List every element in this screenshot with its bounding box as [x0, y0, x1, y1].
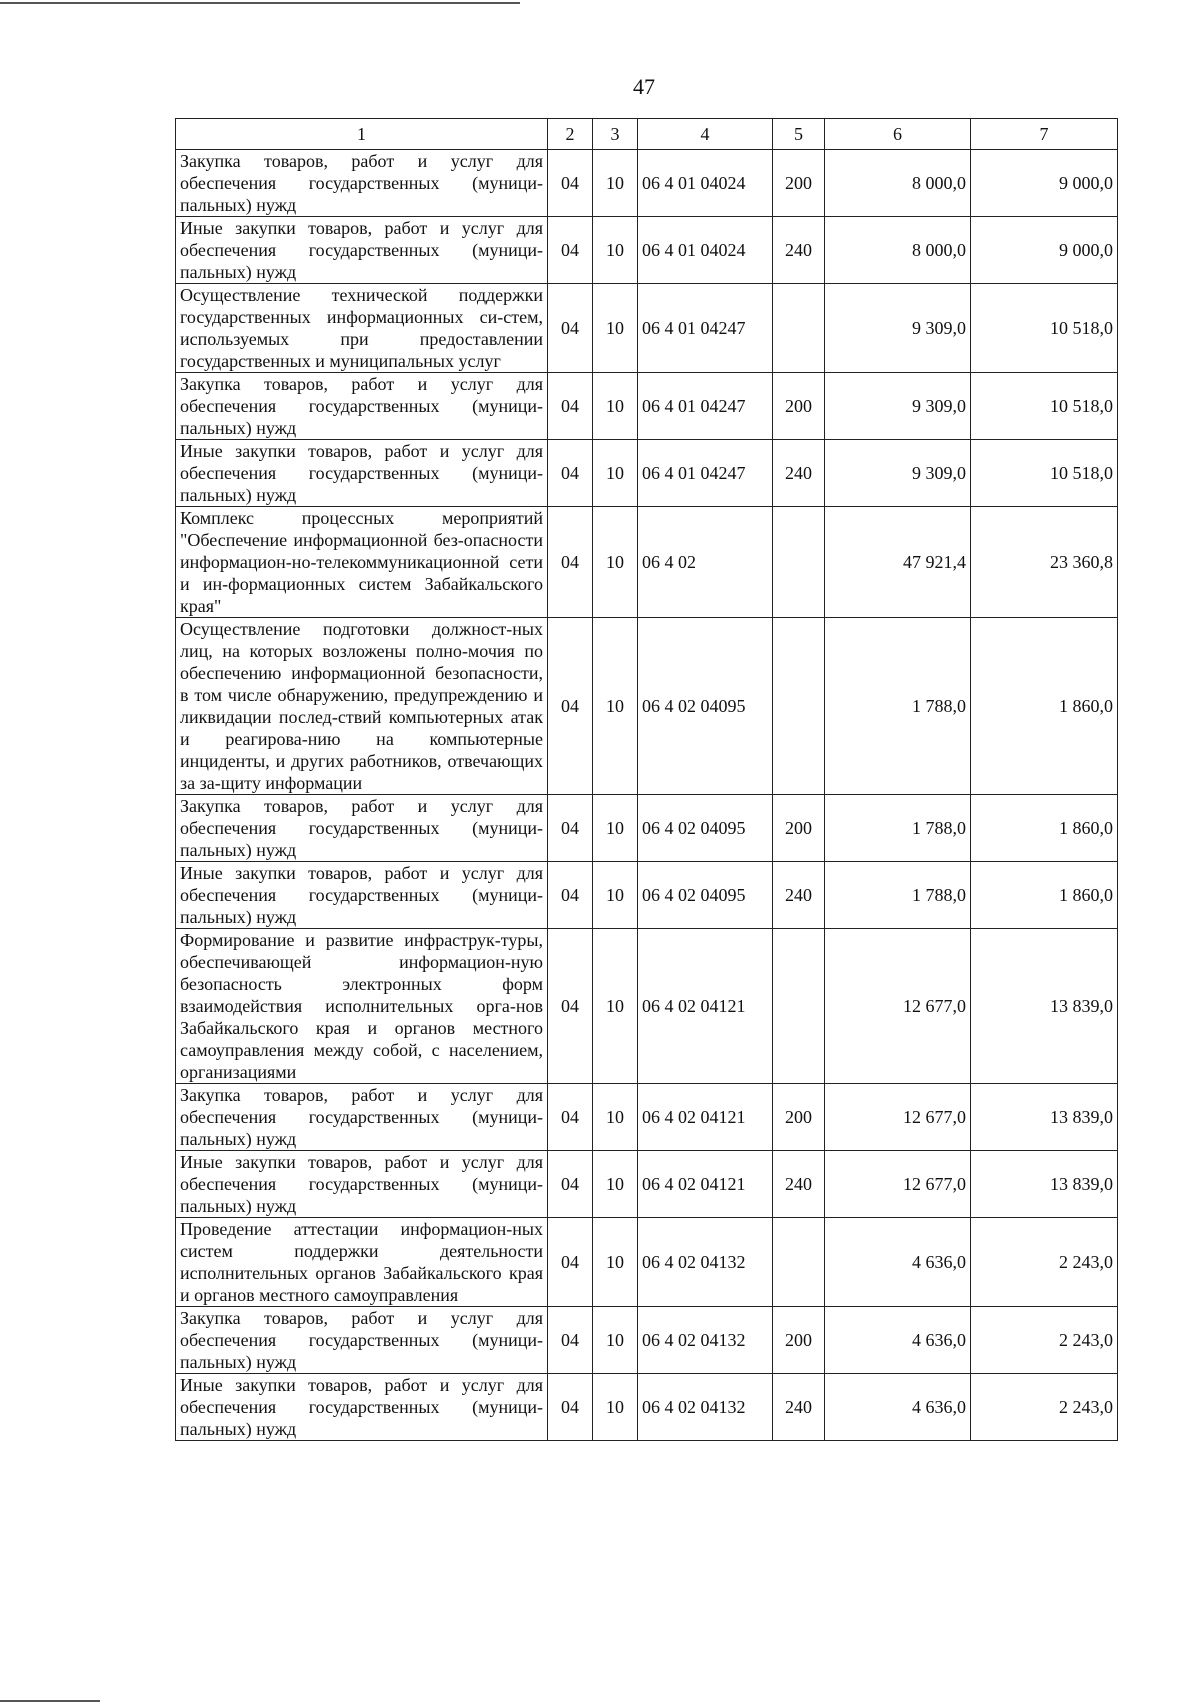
row-amount-year-2: 13 839,0	[971, 1084, 1118, 1151]
table-row	[176, 1151, 1118, 1218]
row-expense-type	[773, 929, 825, 1084]
row-subsection: 10	[593, 373, 638, 440]
row-target-code: 06 4 02 04132	[638, 1307, 773, 1374]
row-amount-year-1: 12 677,0	[825, 1151, 971, 1218]
table-row	[176, 284, 1118, 373]
row-name: Закупка товаров, работ и услуг для обеспечения государственных (муници-пальных) нужд	[176, 373, 548, 440]
row-target-code: 06 4 02 04121	[638, 1151, 773, 1218]
table-row	[176, 507, 1118, 618]
row-expense-type	[773, 1218, 825, 1307]
row-amount-year-1: 4 636,0	[825, 1218, 971, 1307]
table-row	[176, 1374, 1118, 1441]
row-name: Закупка товаров, работ и услуг для обеспечения государственных (муници-пальных) нужд	[176, 1307, 548, 1374]
row-subsection: 10	[593, 1084, 638, 1151]
row-target-code: 06 4 01 04024	[638, 150, 773, 217]
row-expense-type: 200	[773, 150, 825, 217]
row-section: 04	[548, 618, 593, 795]
row-subsection: 10	[593, 217, 638, 284]
row-amount-year-2: 1 860,0	[971, 795, 1118, 862]
row-section: 04	[548, 284, 593, 373]
table-row	[176, 217, 1118, 284]
row-target-code: 06 4 02 04121	[638, 1084, 773, 1151]
row-target-code: 06 4 02 04132	[638, 1374, 773, 1441]
row-amount-year-2: 2 243,0	[971, 1374, 1118, 1441]
row-expense-type: 200	[773, 795, 825, 862]
row-section: 04	[548, 1151, 593, 1218]
row-name: Закупка товаров, работ и услуг для обеспечения государственных (муници-пальных) нужд	[176, 795, 548, 862]
table-row	[176, 1307, 1118, 1374]
row-subsection: 10	[593, 440, 638, 507]
budget-table	[175, 118, 1118, 1441]
row-expense-type: 240	[773, 217, 825, 284]
row-amount-year-2: 10 518,0	[971, 373, 1118, 440]
row-amount-year-1: 1 788,0	[825, 862, 971, 929]
row-amount-year-2: 10 518,0	[971, 440, 1118, 507]
row-subsection: 10	[593, 284, 638, 373]
row-subsection: 10	[593, 1374, 638, 1441]
page-number: 47	[633, 74, 655, 99]
row-amount-year-2: 2 243,0	[971, 1307, 1118, 1374]
row-amount-year-1: 9 309,0	[825, 373, 971, 440]
row-amount-year-1: 9 309,0	[825, 440, 971, 507]
row-amount-year-2: 13 839,0	[971, 1151, 1118, 1218]
table-row	[176, 795, 1118, 862]
row-name: Иные закупки товаров, работ и услуг для обеспечения государственных (муници-пальных) нужд	[176, 440, 548, 507]
row-name: Формирование и развитие инфраструк-туры, обеспечивающей информацион-ную безопасность электронных форм взаимодействия исполнительных орга-нов Забайкальского края и органов местного самоуправления между собой, с населением, организациями	[176, 929, 548, 1084]
row-name: Иные закупки товаров, работ и услуг для обеспечения государственных (муници-пальных) нужд	[176, 862, 548, 929]
row-target-code: 06 4 01 04247	[638, 440, 773, 507]
row-section: 04	[548, 1218, 593, 1307]
row-expense-type: 200	[773, 1307, 825, 1374]
row-name: Иные закупки товаров, работ и услуг для обеспечения государственных (муници-пальных) нужд	[176, 217, 548, 284]
row-target-code: 06 4 01 04247	[638, 284, 773, 373]
row-target-code: 06 4 01 04247	[638, 373, 773, 440]
row-name: Закупка товаров, работ и услуг для обеспечения государственных (муници-пальных) нужд	[176, 1084, 548, 1151]
row-expense-type: 200	[773, 373, 825, 440]
row-amount-year-1: 1 788,0	[825, 618, 971, 795]
row-amount-year-1: 8 000,0	[825, 217, 971, 284]
header-col-5: 5	[773, 119, 825, 150]
row-name: Комплекс процессных мероприятий "Обеспечение информационной без-опасности информацион-но-телекоммуникационной сети и ин-формационных систем Забайкальского края"	[176, 507, 548, 618]
row-target-code: 06 4 02 04095	[638, 795, 773, 862]
row-subsection: 10	[593, 150, 638, 217]
row-section: 04	[548, 373, 593, 440]
row-expense-type	[773, 507, 825, 618]
row-amount-year-1: 8 000,0	[825, 150, 971, 217]
row-target-code: 06 4 02 04132	[638, 1218, 773, 1307]
row-subsection: 10	[593, 1218, 638, 1307]
header-col-3: 3	[593, 119, 638, 150]
row-amount-year-1: 12 677,0	[825, 929, 971, 1084]
row-name: Иные закупки товаров, работ и услуг для обеспечения государственных (муници-пальных) нужд	[176, 1151, 548, 1218]
row-subsection: 10	[593, 795, 638, 862]
row-name: Осуществление технической поддержки государственных информационных си-стем, используемых при предоставлении государственных и муниципальных услуг	[176, 284, 548, 373]
row-expense-type: 240	[773, 440, 825, 507]
table-row	[176, 1218, 1118, 1307]
row-amount-year-1: 4 636,0	[825, 1307, 971, 1374]
row-expense-type	[773, 284, 825, 373]
row-target-code: 06 4 02 04095	[638, 862, 773, 929]
row-section: 04	[548, 862, 593, 929]
row-amount-year-1: 1 788,0	[825, 795, 971, 862]
row-target-code: 06 4 02 04095	[638, 618, 773, 795]
row-amount-year-1: 4 636,0	[825, 1374, 971, 1441]
row-section: 04	[548, 1374, 593, 1441]
row-name: Осуществление подготовки должност-ных лиц, на которых возложены полно-мочия по обеспечению информационной безопасности, в том числе обнаружению, предупреждению и ликвидации послед-ствий компьютерных атак и реагирова-нию на компьютерные инциденты, и других работников, отвечающих за за-щиту информации	[176, 618, 548, 795]
table-row	[176, 150, 1118, 217]
row-section: 04	[548, 929, 593, 1084]
row-section: 04	[548, 507, 593, 618]
row-expense-type: 240	[773, 1151, 825, 1218]
row-name: Проведение аттестации информацион-ных систем поддержки деятельности исполнительных органов Забайкальского края и органов местного самоуправления	[176, 1218, 548, 1307]
row-expense-type: 200	[773, 1084, 825, 1151]
scan-edge-top	[0, 2, 520, 4]
row-amount-year-2: 23 360,8	[971, 507, 1118, 618]
table-row	[176, 1084, 1118, 1151]
row-section: 04	[548, 217, 593, 284]
table-row	[176, 929, 1118, 1084]
table-row	[176, 373, 1118, 440]
row-amount-year-2: 2 243,0	[971, 1218, 1118, 1307]
row-expense-type: 240	[773, 1374, 825, 1441]
row-amount-year-2: 1 860,0	[971, 618, 1118, 795]
table-row	[176, 862, 1118, 929]
row-expense-type: 240	[773, 862, 825, 929]
row-subsection: 10	[593, 862, 638, 929]
row-subsection: 10	[593, 507, 638, 618]
row-section: 04	[548, 440, 593, 507]
row-target-code: 06 4 02	[638, 507, 773, 618]
row-subsection: 10	[593, 1151, 638, 1218]
row-section: 04	[548, 1307, 593, 1374]
row-amount-year-2: 9 000,0	[971, 150, 1118, 217]
row-target-code: 06 4 01 04024	[638, 217, 773, 284]
row-section: 04	[548, 150, 593, 217]
header-row	[176, 119, 1118, 150]
table-row	[176, 440, 1118, 507]
row-name: Иные закупки товаров, работ и услуг для обеспечения государственных (муници-пальных) нужд	[176, 1374, 548, 1441]
row-amount-year-1: 47 921,4	[825, 507, 971, 618]
header-col-7: 7	[971, 119, 1118, 150]
row-section: 04	[548, 1084, 593, 1151]
table-row	[176, 618, 1118, 795]
row-amount-year-2: 10 518,0	[971, 284, 1118, 373]
row-amount-year-1: 12 677,0	[825, 1084, 971, 1151]
row-section: 04	[548, 795, 593, 862]
header-col-2: 2	[548, 119, 593, 150]
row-amount-year-2: 9 000,0	[971, 217, 1118, 284]
header-col-4: 4	[638, 119, 773, 150]
row-name: Закупка товаров, работ и услуг для обеспечения государственных (муници-пальных) нужд	[176, 150, 548, 217]
row-amount-year-2: 1 860,0	[971, 862, 1118, 929]
header-col-1: 1	[176, 119, 548, 150]
row-target-code: 06 4 02 04121	[638, 929, 773, 1084]
header-col-6: 6	[825, 119, 971, 150]
row-subsection: 10	[593, 618, 638, 795]
row-subsection: 10	[593, 1307, 638, 1374]
row-expense-type	[773, 618, 825, 795]
row-amount-year-2: 13 839,0	[971, 929, 1118, 1084]
row-amount-year-1: 9 309,0	[825, 284, 971, 373]
scan-edge-bottom	[0, 1700, 100, 1702]
row-subsection: 10	[593, 929, 638, 1084]
